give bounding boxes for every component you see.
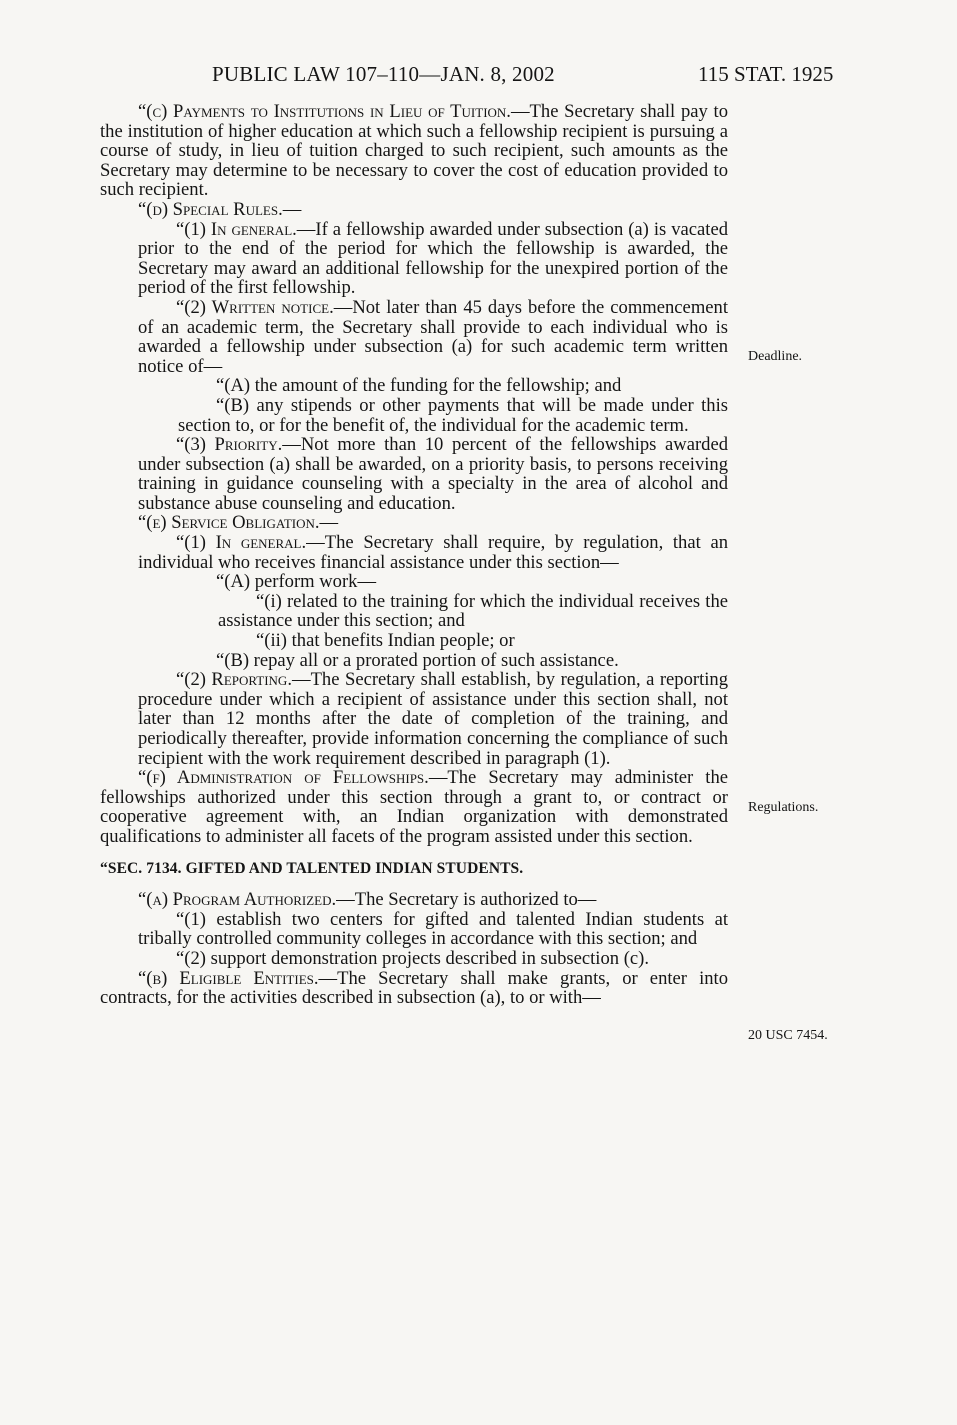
paragraph-heading: “(1) In general. <box>176 532 307 554</box>
paragraph-d-special-rules <box>100 200 728 220</box>
paragraph-heading: “(c) Payments to Institutions in Lieu of Tuition. <box>138 101 511 122</box>
paragraph-e2-reporting <box>138 670 728 768</box>
paragraph-e-service-obligation <box>100 513 728 533</box>
paragraph-heading: “(f) Administration of Fellowships. <box>138 767 429 789</box>
paragraph-d1-in-general <box>138 220 728 298</box>
statute-body <box>100 102 728 1008</box>
paragraph-d2-b: “(B) any stipends or other payments that will be made under this section to, or for the benefit of, the individual for the academic term. <box>178 394 728 436</box>
paragraph-text: —The Secretary is authorized to— <box>336 889 597 911</box>
paragraph-text: —The Secretary shall require, by regulation, that an individual who receives financial assistance under this section— <box>138 532 728 573</box>
paragraph-text: —The Secretary shall make grants, or enter into contracts, for the activities described in subsection (a), to or with— <box>100 967 729 1009</box>
paragraph-heading: “(2) Written notice. <box>176 296 334 318</box>
paragraph-text: — <box>282 198 302 220</box>
paragraph-d2-a: “(A) the amount of the funding for the fellowship; and <box>216 375 622 397</box>
paragraph-f-administration <box>100 768 728 846</box>
paragraph-heading: “(3) Priority. <box>176 434 283 456</box>
paragraph-text: —The Secretary shall establish, by regulation, a reporting procedure under which a recipient of assistance under this section shall, not later than 12 months after the date of completion of the training, and periodically thereafter, provide information concerning the compliance of such recipient with the work requirement described in paragraph (1). <box>138 669 728 769</box>
paragraph-text: — <box>319 512 339 534</box>
paragraph-a-program-authorized <box>100 890 728 910</box>
paragraph-heading: “(b) Eligible Entities. <box>138 967 319 989</box>
paragraph-c-payments <box>100 102 728 200</box>
paragraph-text: —The Secretary shall pay to the institution of higher education at which such a fellowship recipient is pursuing a course of study, in lieu of tuition charged to such recipient, such amounts as the Secretary may determine to be necessary to cover the cost of education provided to such recipient. <box>100 101 728 201</box>
running-header-page: 115 STAT. 1925 <box>698 62 834 86</box>
paragraph-e1-a-i: “(i) related to the training for which the individual receives the assistance under this section; and <box>218 590 728 632</box>
margin-note-usc-citation: 20 USC 7454. <box>748 1028 828 1043</box>
running-header-title: PUBLIC LAW 107–110—JAN. 8, 2002 <box>212 62 555 86</box>
paragraph-e1-a: “(A) perform work— <box>216 571 377 593</box>
paragraph-e1-in-general <box>138 533 728 572</box>
paragraph-e1-a-ii: “(ii) that benefits Indian people; or <box>256 630 515 652</box>
paragraph-heading: “(a) Program Authorized. <box>138 889 337 911</box>
paragraph-text: —If a fellowship awarded under subsection (a) is vacated prior to the end of the period for which the fellowship is awarded, the Secretary may award an additional fellowship for the unexpired portion of the period of the first fellowship. <box>138 218 728 299</box>
paragraph-b-eligible-entities <box>100 969 728 1008</box>
paragraph-a1: “(1) establish two centers for gifted and talented Indian students at tribally controlled community colleges in accordance with this section; and <box>138 908 728 950</box>
paragraph-text: —Not later than 45 days before the commencement of an academic term, the Secretary shall provide to each individual who is awarded a fellowship under subsection (a) for such academic term written notice of— <box>138 296 728 377</box>
section-heading-7134: “SEC. 7134. GIFTED AND TALENTED INDIAN STUDENTS. <box>100 859 524 877</box>
paragraph-d2-written-notice <box>138 298 728 376</box>
margin-note-deadline: Deadline. <box>748 349 803 364</box>
paragraph-heading: “(d) Special Rules. <box>138 198 283 220</box>
margin-note-regulations: Regulations. <box>748 800 819 815</box>
paragraph-d3-priority <box>138 435 728 513</box>
paragraph-heading: “(e) Service Obligation. <box>138 512 320 534</box>
paragraph-text: —The Secretary may administer the fellowships authorized under this section through a grant to, or contract or cooperative agreement with, an Indian organization with demonstrated qualifications to administer all facets of the program assisted under this section. <box>100 767 729 847</box>
paragraph-text: —Not more than 10 percent of the fellowships awarded under subsection (a) shall be awarded, on a priority basis, to persons receiving training in guidance counseling with a specialty in the area of alcohol and substance abuse counseling and education. <box>138 434 728 514</box>
paragraph-heading: “(2) Reporting. <box>176 669 292 691</box>
paragraph-a2: “(2) support demonstration projects described in subsection (c). <box>176 947 649 969</box>
paragraph-heading: “(1) In general. <box>176 218 297 240</box>
paragraph-e1-b: “(B) repay all or a prorated portion of such assistance. <box>216 649 619 671</box>
